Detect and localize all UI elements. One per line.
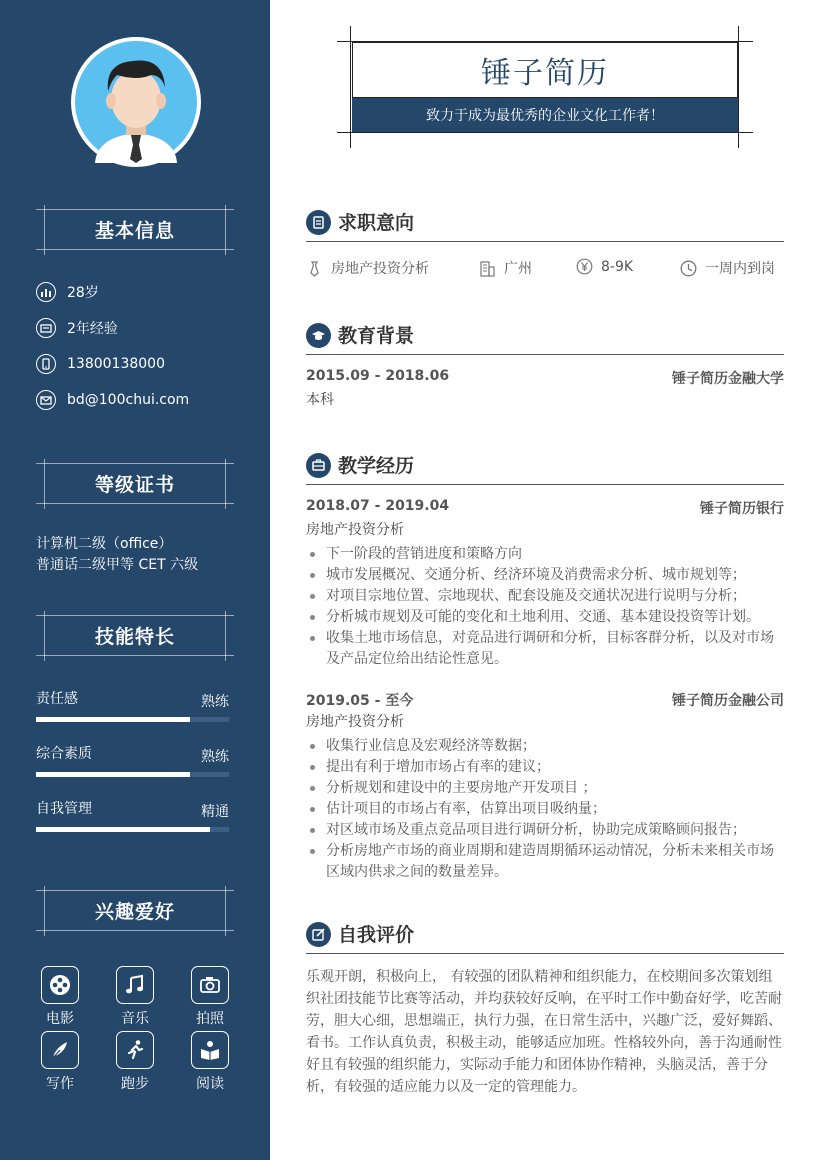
pen-icon bbox=[41, 1031, 79, 1069]
skill-bar bbox=[36, 772, 229, 777]
briefcase-icon bbox=[36, 318, 56, 338]
avatar-illustration bbox=[75, 41, 197, 163]
job-company: 锤子简历银行 bbox=[700, 501, 784, 517]
hobby-music bbox=[105, 966, 165, 1028]
hobby-label: 跑步 bbox=[121, 1076, 149, 1092]
job-bullets bbox=[306, 544, 784, 670]
hobby-reading bbox=[180, 1031, 240, 1093]
job-bullets bbox=[306, 736, 784, 883]
job-date: 2018.07 - 2019.04 bbox=[306, 498, 450, 514]
phone-text: 13800138000 bbox=[67, 356, 165, 372]
sidebar bbox=[0, 0, 270, 1160]
job-intent-row bbox=[306, 258, 784, 280]
education-school: 锤子简历金融大学 bbox=[672, 371, 784, 387]
hobby-label: 电影 bbox=[46, 1011, 74, 1027]
intent-salary-text: 8-9K bbox=[601, 258, 634, 275]
avatar bbox=[71, 37, 201, 167]
experience-row bbox=[36, 317, 118, 339]
clock-icon bbox=[680, 260, 697, 277]
self-eval-heading-row bbox=[306, 920, 784, 954]
hobbies-heading-box bbox=[36, 886, 234, 936]
yen-icon bbox=[576, 258, 593, 275]
certificate-line: 计算机二级（office） bbox=[36, 536, 173, 552]
intent-availability bbox=[680, 258, 775, 278]
resume-title: 锤子简历 bbox=[352, 42, 738, 98]
hobby-running bbox=[105, 1031, 165, 1093]
self-eval-heading: 自我评价 bbox=[338, 924, 415, 946]
email-text: bd@100chui.com bbox=[67, 392, 190, 408]
skill-bar bbox=[36, 827, 229, 832]
job-intent-heading: 求职意向 bbox=[338, 212, 415, 234]
job-company: 锤子简历金融公司 bbox=[672, 693, 784, 709]
skills-heading: 技能特长 bbox=[94, 626, 175, 648]
skill-bar-fill bbox=[36, 717, 190, 722]
job-bullet: 下一阶段的营销进度和策略方向 bbox=[306, 544, 784, 565]
phone-row bbox=[36, 353, 165, 375]
hobby-writing bbox=[30, 1031, 90, 1093]
hobby-label: 音乐 bbox=[121, 1011, 149, 1027]
job-bullet: 分析房地产市场的商业周期和建造周期循环运动情况，分析未来相关市场区域内供求之间的数量差异。 bbox=[306, 841, 784, 883]
building-icon bbox=[479, 260, 496, 277]
age-text: 28岁 bbox=[67, 285, 99, 301]
education-degree: 本科 bbox=[306, 392, 334, 408]
skill-level: 熟练 bbox=[201, 749, 229, 765]
job-bullet: 收集土地市场信息，对竞品进行调研和分析，目标客群分析，以及对市场及产品定位给出结论性意见。 bbox=[306, 628, 784, 670]
hobby-label: 写作 bbox=[46, 1076, 74, 1092]
reading-icon bbox=[191, 1031, 229, 1069]
email-row bbox=[36, 389, 189, 411]
hobby-label: 拍照 bbox=[196, 1011, 224, 1027]
hobby-photo bbox=[180, 966, 240, 1028]
job-date: 2019.05 - 至今 bbox=[306, 693, 414, 709]
hobby-label: 阅读 bbox=[196, 1076, 224, 1092]
job-bullet: 收集行业信息及宏观经济等数据； bbox=[306, 736, 784, 757]
job-bullet: 分析城市规划及可能的变化和土地利用、交通、基本建设投资等计划。 bbox=[306, 607, 784, 628]
job-bullet: 城市发展概况、交通分析、经济环境及消费需求分析、城市规划等； bbox=[306, 565, 784, 586]
camera-icon bbox=[191, 966, 229, 1004]
job-role: 房地产投资分析 bbox=[306, 522, 404, 538]
education-heading: 教育背景 bbox=[338, 325, 415, 347]
briefcase-icon bbox=[306, 453, 331, 478]
experience-heading: 教学经历 bbox=[338, 455, 415, 477]
skill-name: 自我管理 bbox=[36, 801, 92, 817]
intent-position bbox=[306, 258, 429, 278]
intent-salary bbox=[576, 258, 633, 275]
skill-bar-fill bbox=[36, 827, 210, 832]
film-icon bbox=[41, 966, 79, 1004]
education-date: 2015.09 - 2018.06 bbox=[306, 368, 450, 384]
intent-city-text: 广州 bbox=[504, 261, 532, 277]
job-bullet: 分析规划和建设中的主要房地产开发项目 ； bbox=[306, 778, 784, 799]
main-content bbox=[270, 0, 820, 1160]
self-eval-text: 乐观开朗，积极向上， 有较强的团队精神和组织能力，在校期间多次策划组织社团技能节比赛等活动，并均获较好反响，在平时工作中勤奋好学，吃苦耐劳，胆大心细，思想端正，执行力强，在日常生活中，兴趣广泛，爱好舞蹈、看书。工作认真负责，积极主动，能够适应加班。性格较外向，善于沟通耐性好且有较强的组织能力，实际动手能力和团体协作精神，头脑灵活，善于分析，有较强的适应能力以及一定的管理能力。 bbox=[306, 969, 782, 1095]
experience-heading-row bbox=[306, 451, 784, 485]
certificate-line: 普通话二级甲等 CET 六级 bbox=[36, 557, 199, 573]
resume-slogan: 致力于成为最优秀的企业文化工作者！ bbox=[352, 98, 738, 132]
skills-heading-box bbox=[36, 611, 234, 661]
intent-city bbox=[479, 258, 532, 278]
tie-icon bbox=[306, 260, 323, 277]
skill-bar-fill bbox=[36, 772, 190, 777]
job-header bbox=[306, 498, 784, 518]
hobby-movie bbox=[30, 966, 90, 1028]
job-header bbox=[306, 690, 784, 710]
job-bullet: 对项目宗地位置、宗地现状、配套设施及交通状况进行说明与分析； bbox=[306, 586, 784, 607]
job-bullet: 对区域市场及重点竞品项目进行调研分析，协助完成策略顾问报告； bbox=[306, 820, 784, 841]
running-icon bbox=[116, 1031, 154, 1069]
music-icon bbox=[116, 966, 154, 1004]
skill-name: 综合素质 bbox=[36, 746, 92, 762]
mail-icon bbox=[36, 390, 56, 410]
basic-info-heading-box bbox=[36, 205, 234, 255]
education-heading-row bbox=[306, 321, 784, 355]
hobbies-heading: 兴趣爱好 bbox=[94, 901, 175, 923]
certificates-heading-box bbox=[36, 459, 234, 509]
document-icon bbox=[306, 210, 331, 235]
skill-name: 责任感 bbox=[36, 691, 78, 707]
edit-icon bbox=[306, 922, 331, 947]
job-bullet: 估计项目的市场占有率，估算出项目吸纳量； bbox=[306, 799, 784, 820]
job-intent-heading-row bbox=[306, 208, 784, 242]
graduation-cap-icon bbox=[306, 323, 331, 348]
basic-info-heading: 基本信息 bbox=[94, 220, 175, 242]
education-header bbox=[306, 368, 784, 388]
age-row bbox=[36, 281, 99, 303]
phone-icon bbox=[36, 354, 56, 374]
skill-level: 熟练 bbox=[201, 694, 229, 710]
skill-bar bbox=[36, 717, 229, 722]
skill-level: 精通 bbox=[201, 804, 229, 820]
intent-availability-text: 一周内到岗 bbox=[705, 261, 775, 277]
chart-icon bbox=[36, 282, 56, 302]
intent-position-text: 房地产投资分析 bbox=[331, 261, 429, 277]
job-bullet: 提出有利于增加市场占有率的建议； bbox=[306, 757, 784, 778]
job-role: 房地产投资分析 bbox=[306, 714, 404, 730]
title-box bbox=[352, 42, 738, 134]
experience-text: 2年经验 bbox=[67, 321, 118, 337]
certificates-heading: 等级证书 bbox=[94, 474, 175, 496]
